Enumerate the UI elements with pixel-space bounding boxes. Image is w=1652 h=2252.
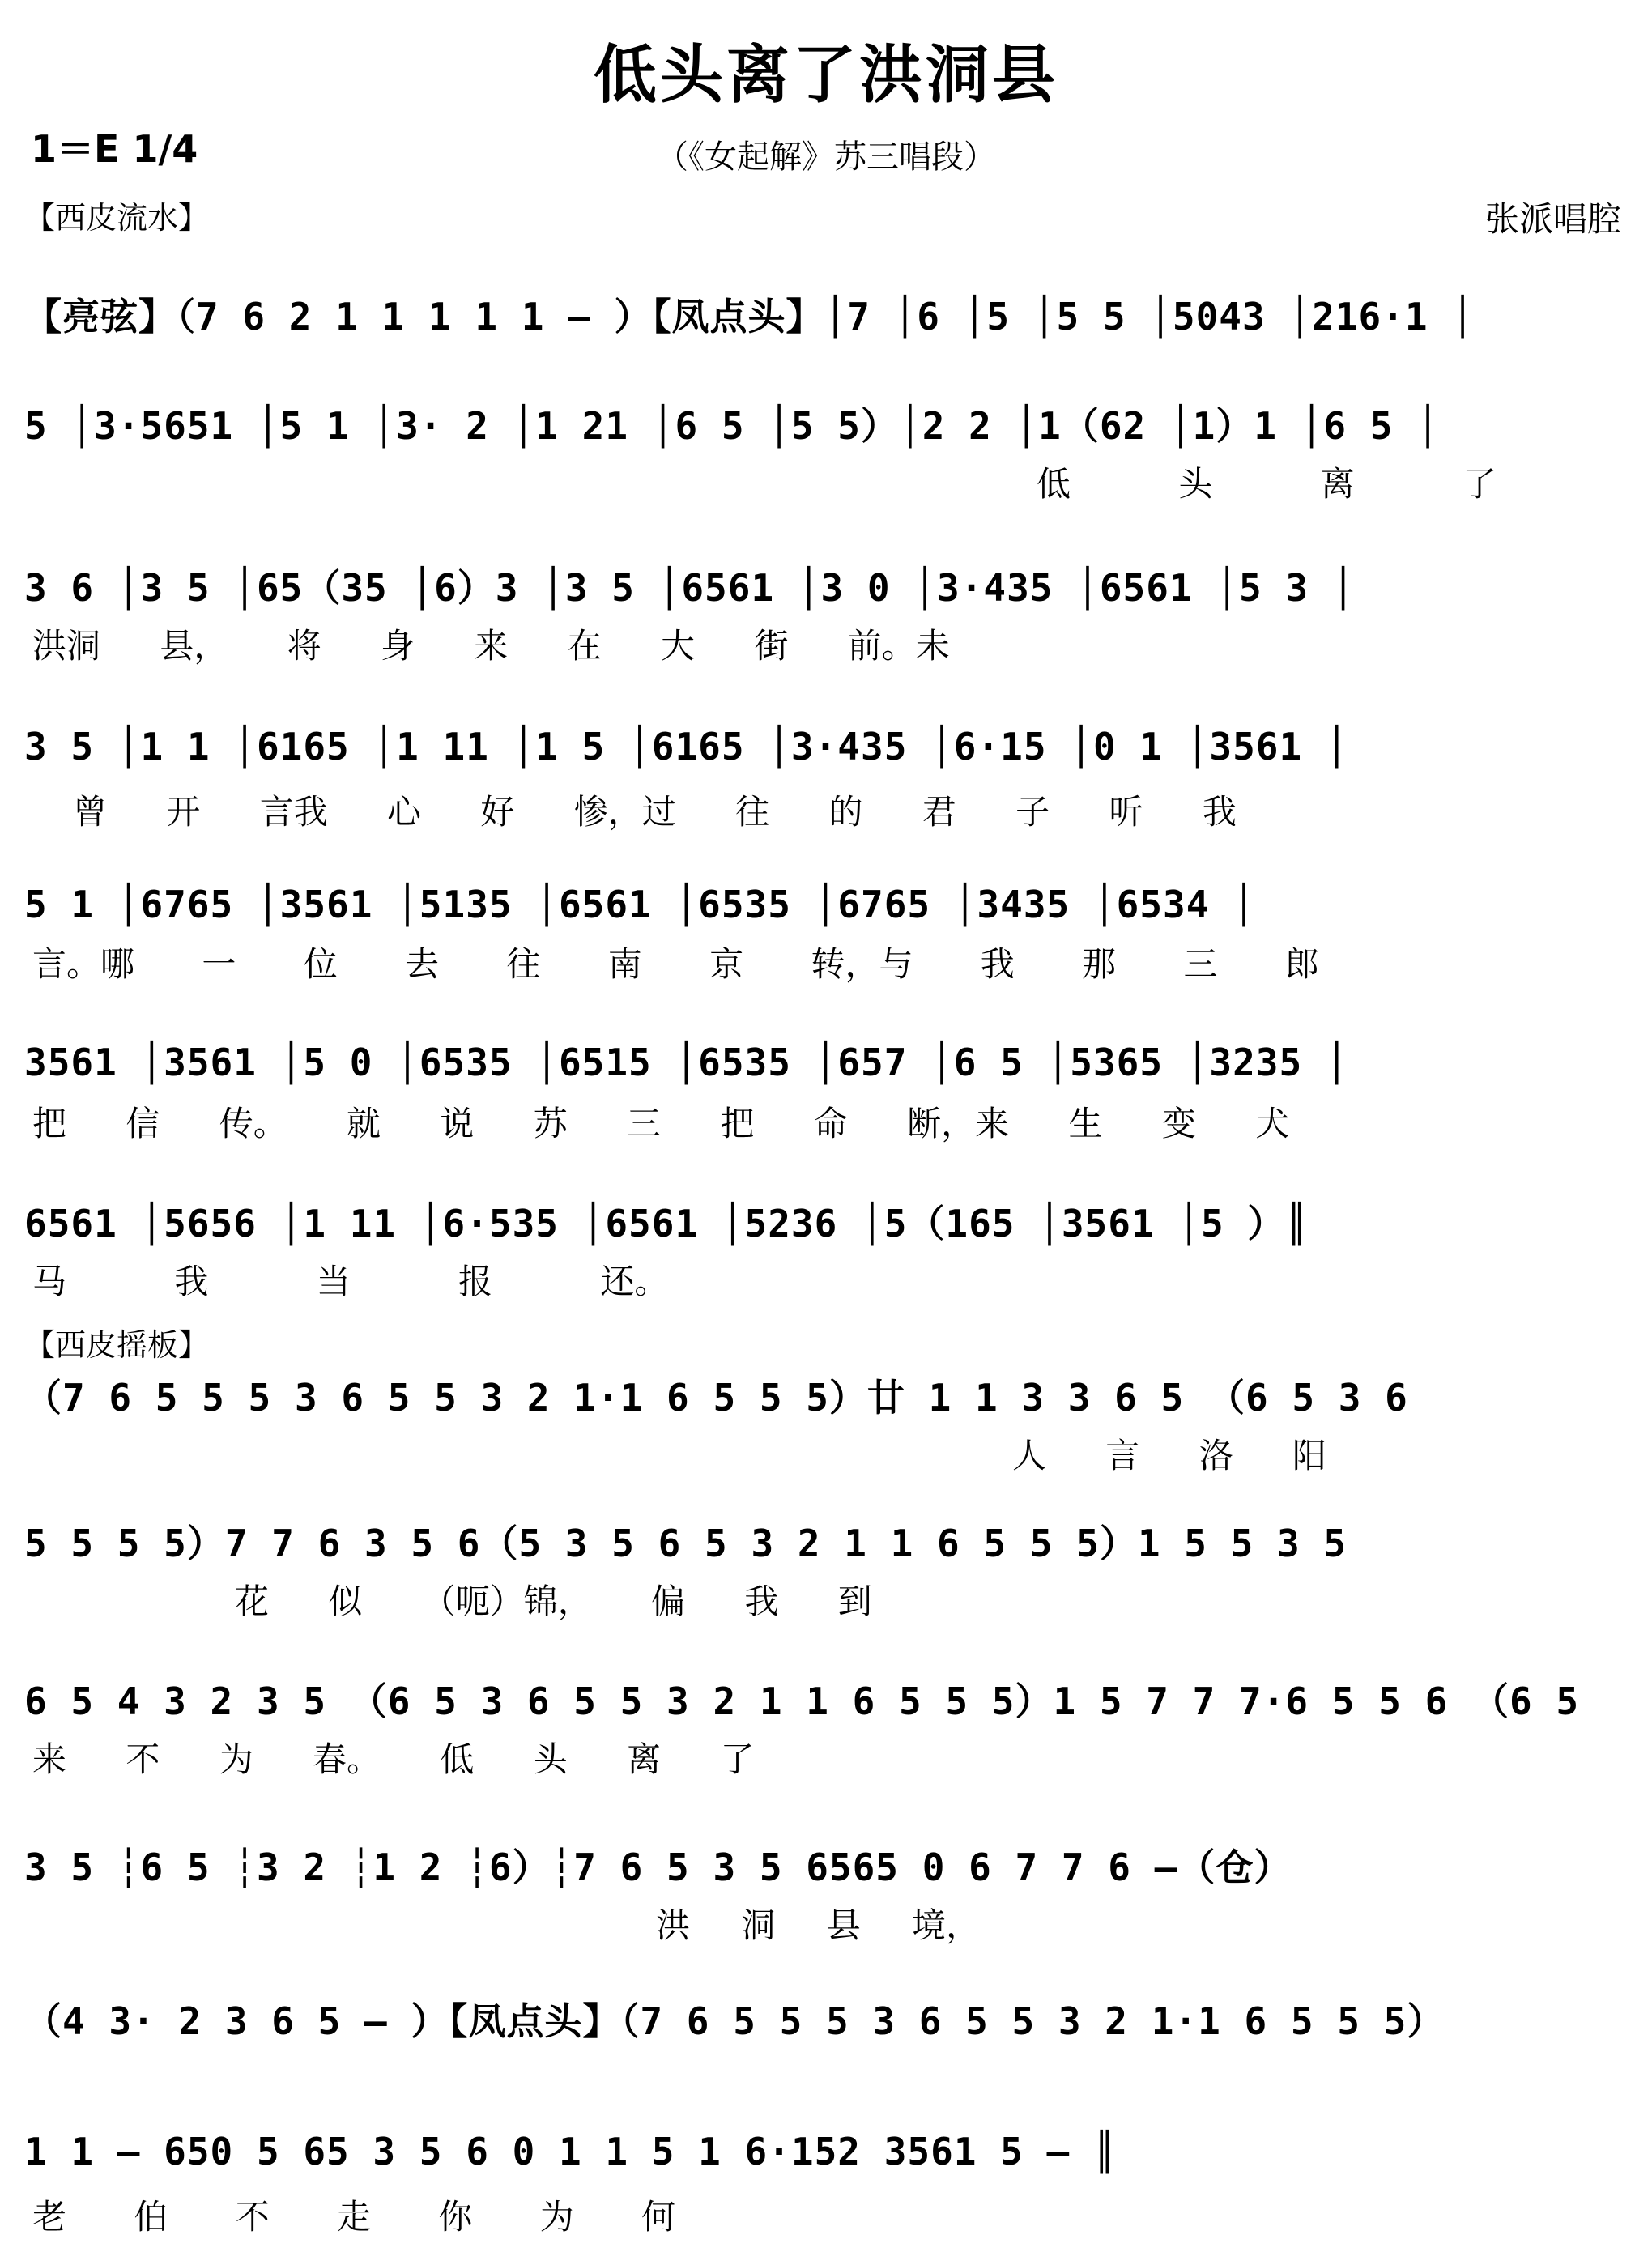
notation-system-4: 3 5 │1 1 │6165 │1 11 │1 5 │6165 │3·435 │6·15 │0 1 │3561 │	[24, 725, 1349, 768]
notation-system-1: 【亮弦】（7 6 2 1 1 1 1 1 – ）【凤点头】│7 │6 │5 │5 5 │5043 │216·1 │	[24, 295, 1475, 338]
section-label-1: 【西皮流水】	[24, 200, 210, 236]
lyrics-system-2: 低 头 离 了	[1037, 464, 1497, 504]
lyrics-system-10: 来 不 为 春。 低 头 离 了	[32, 1739, 755, 1779]
notation-system-3: 3 6 │3 5 │65（35 │6）3 │3 5 │6561 │3 0 │3·435 │6561 │5 3 │	[24, 566, 1356, 610]
notation-system-6: 3561 │3561 │5 0 │6535 │6515 │6535 │657 │6 5 │5365 │3235 │	[24, 1041, 1349, 1084]
notation-system-5: 5 1 │6765 │3561 │5135 │6561 │6535 │6765 │3435 │6534 │	[24, 883, 1256, 926]
notation-system-12: （4 3· 2 3 6 5 – ）【凤点头】（7 6 5 5 5 3 6 5 5 3 2 1·1 6 5 5 5）	[24, 1999, 1446, 2043]
lyrics-system-9: 花 似 （呃）锦， 偏 我 到	[235, 1582, 872, 1621]
notation-system-11: 3 5 ┆6 5 ┆3 2 ┆1 2 ┆6）┆7 6 5 3 5 6565 0 6 7 7 6 –（仓）	[24, 1845, 1292, 1889]
key-signature: 1＝E 1/4	[31, 127, 198, 171]
notation-system-13: 1 1 – 650 5 65 3 5 6 0 1 1 5 1 6·152 3561 5 – ║	[24, 2130, 1117, 2173]
notation-system-2: 5 │3·5651 │5 1 │3· 2 │1 21 │6 5 │5 5）│2 2 │1（62 │1）1 │6 5 │	[24, 404, 1440, 448]
notation-system-8: （7 6 5 5 5 3 6 5 5 3 2 1·1 6 5 5 5）廿 1 1 3 3 6 5 （6 5 3 6	[24, 1376, 1408, 1420]
notation-system-10: 6 5 4 3 2 3 5 （6 5 3 6 5 5 3 2 1 1 6 5 5 5）1 5 7 7 7·6 5 5 6 （6 5	[24, 1679, 1580, 1723]
notation-system-9: 5 5 5 5）7 7 6 3 5 6（5 3 5 6 5 3 2 1 1 6 5 5 5）1 5 5 3 5	[24, 1522, 1348, 1565]
notation-system-7: 6561 │5656 │1 11 │6·535 │6561 │5236 │5（165 │3561 │5 ）║	[24, 1202, 1309, 1245]
subtitle: （《女起解》苏三唱段）	[656, 138, 996, 176]
lyrics-system-5: 言。哪 一 位 去 往 南 京 转，与 我 那 三 郎	[32, 944, 1319, 984]
lyrics-system-13: 老 伯 不 走 你 为 何	[32, 2197, 676, 2237]
lyrics-system-6: 把 信 传。 就 说 苏 三 把 命 断，来 生 变 犬	[32, 1104, 1290, 1143]
lyrics-system-11: 洪 洞 县 境，	[656, 1905, 981, 1945]
lyrics-system-4: 曾 开 言我 心 好 惨，过 往 的 君 子 听 我	[73, 792, 1237, 832]
lyrics-system-7: 马 我 当 报 还。	[32, 1262, 669, 1301]
credit: 张派唱腔	[1484, 199, 1621, 239]
lyrics-system-8: 人 言 洛 阳	[1012, 1436, 1327, 1475]
section-label-2: 【西皮摇板】	[24, 1327, 210, 1363]
page-title: 低头离了洪洞县	[593, 38, 1058, 112]
lyrics-system-3: 洪洞 县， 将 身 来 在 大 街 前。未	[32, 626, 950, 666]
